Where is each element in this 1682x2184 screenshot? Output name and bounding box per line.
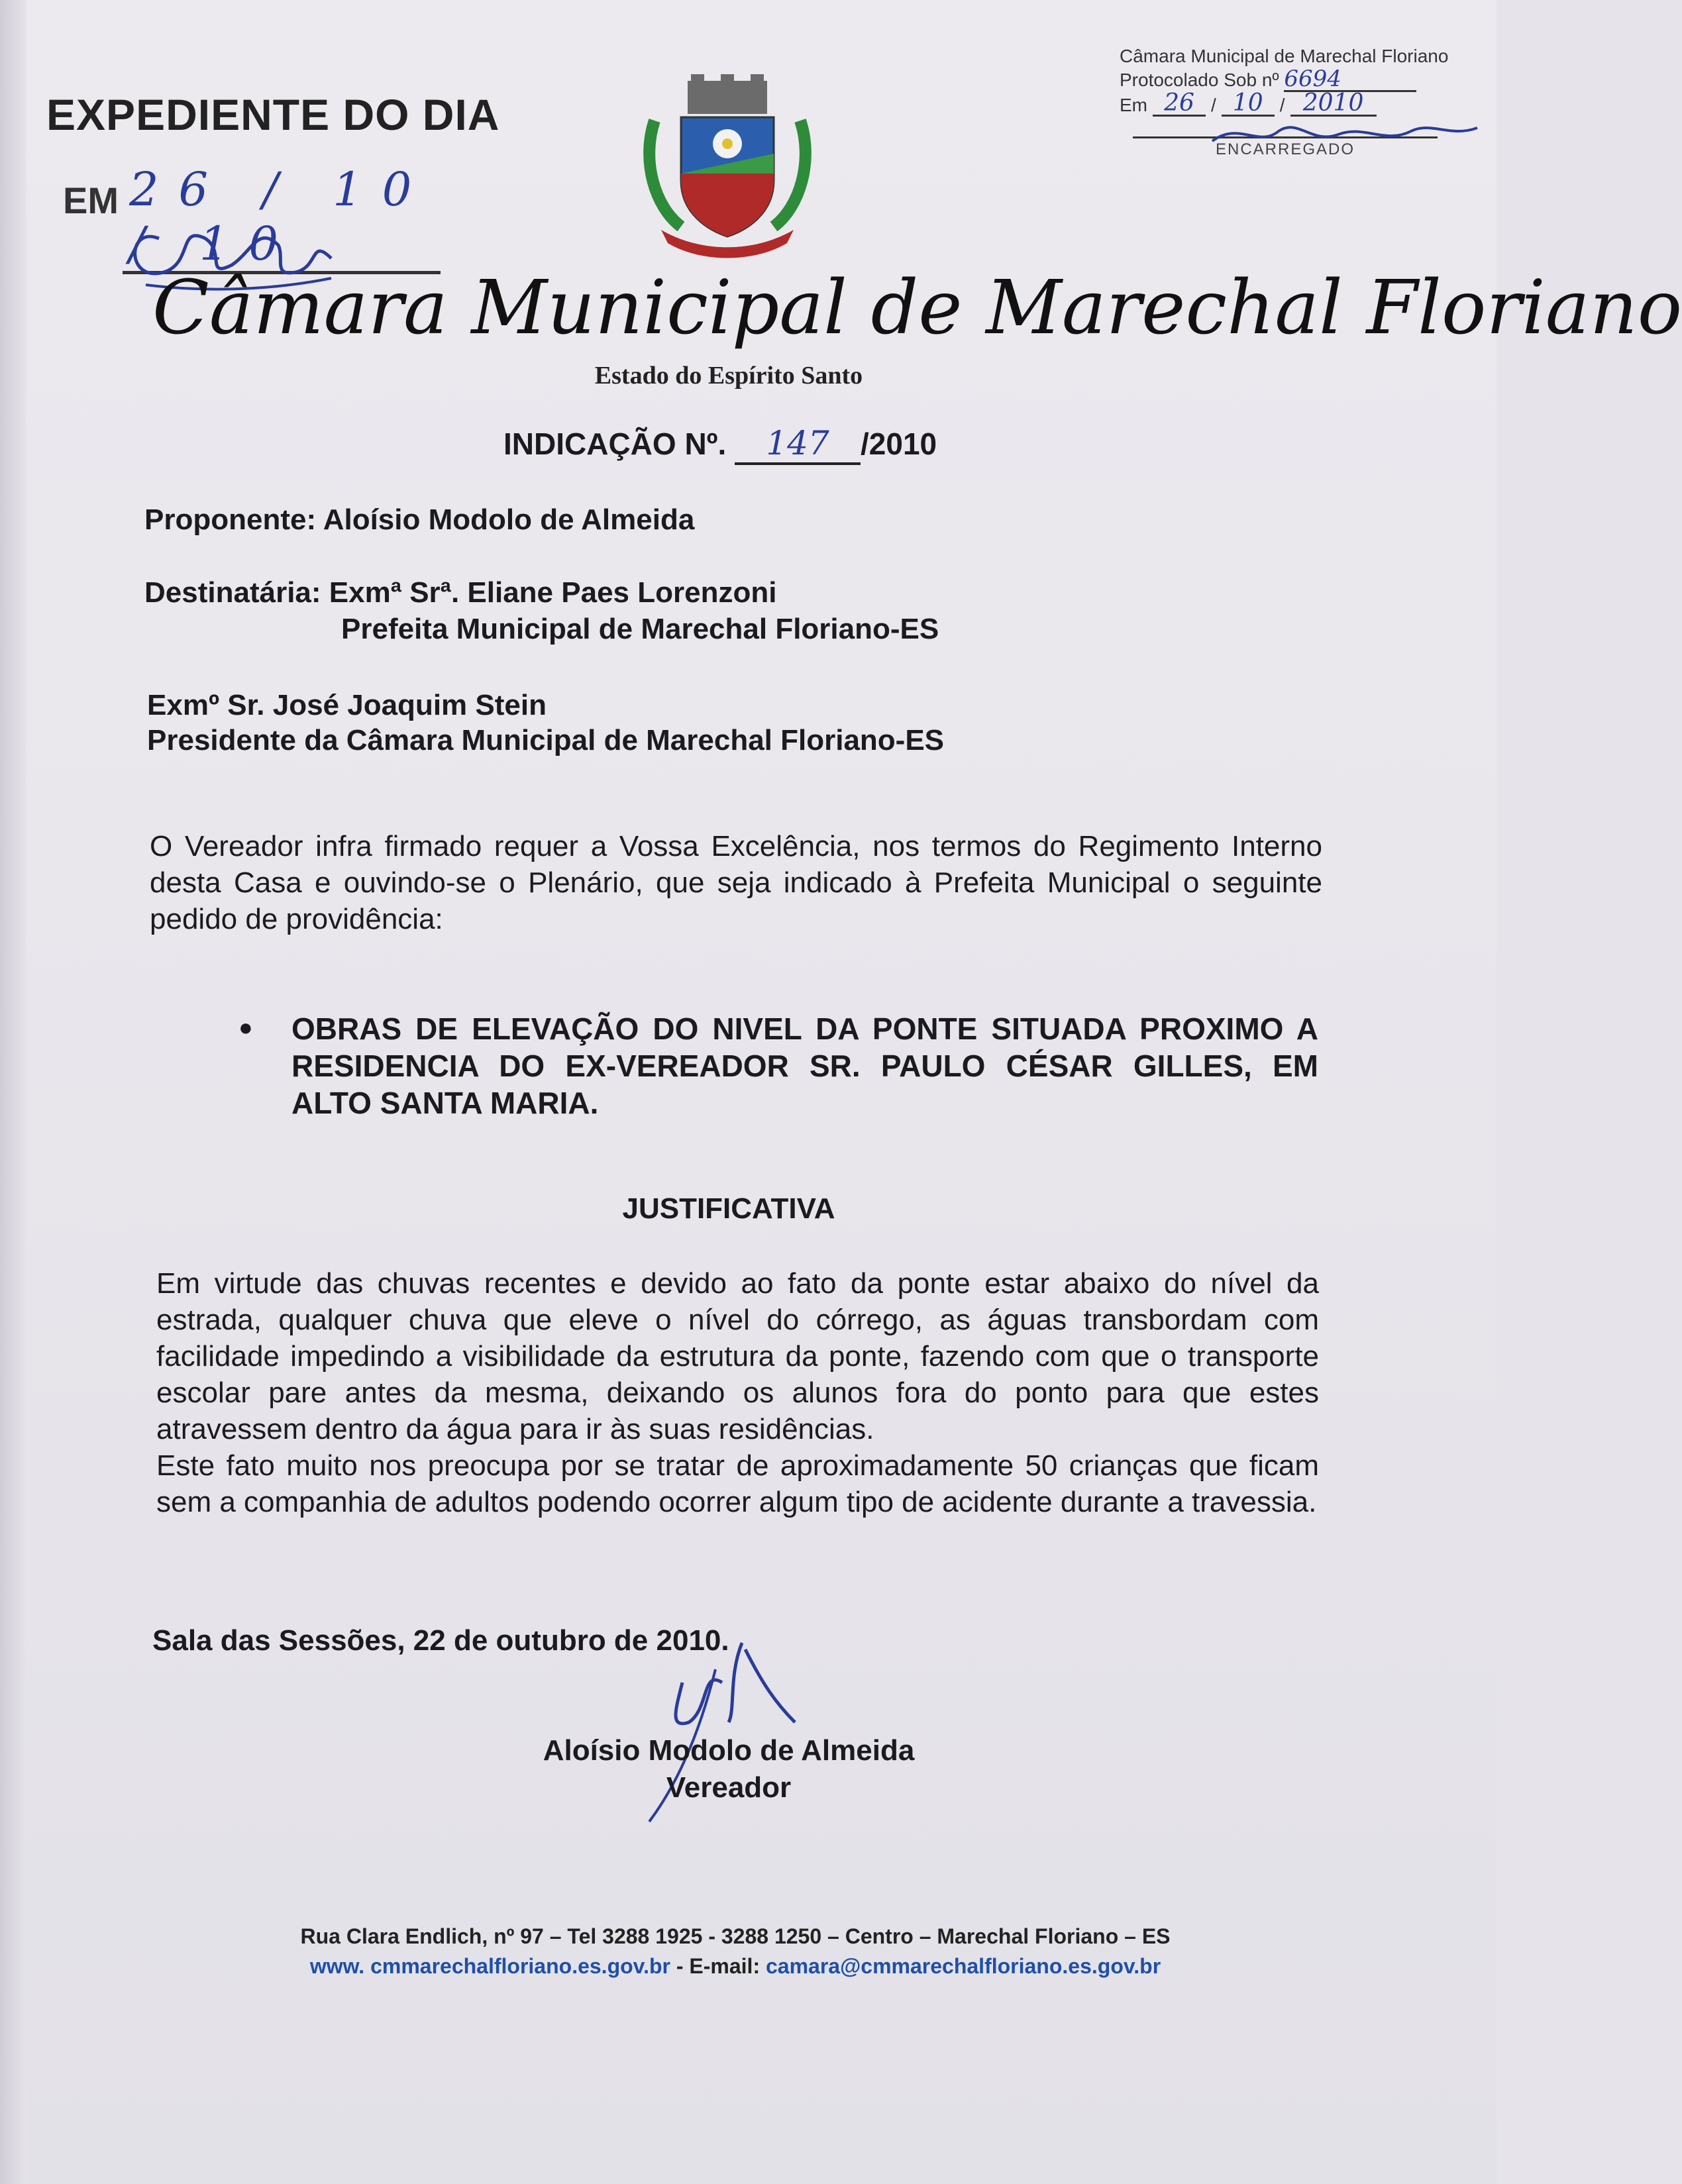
- signatory-name: Aloísio Modolo de Almeida: [543, 1734, 915, 1767]
- expediente-date-day: 26: [129, 162, 229, 217]
- presidente-line1: Exmº Sr. José Joaquim Stein: [147, 689, 547, 721]
- expediente-stamp-heading: EXPEDIENTE DO DIA: [46, 90, 500, 139]
- footer-address: Rua Clara Endlich, nº 97 – Tel 3288 1925 - 3288 1250 – Centro – Marechal Floriano – ES: [300, 1924, 1171, 1948]
- destinataria-line1: Destinatária: Exmª Srª. Eliane Paes Lorenzoni: [144, 576, 777, 609]
- justificativa-paragraph-1: Em virtude das chuvas recentes e devido ao fato da ponte estar abaixo do nível da estrada, qualquer chuva que eleve o nível do córrego, as águas transbordam com facilidade impedindo a visibilidade da estrutura da ponte, fazendo com que o transporte escolar pare antes da mesma, deixando os alunos fora do ponto para que estes atravessem dentro da água para ir às suas residências.: [156, 1267, 1319, 1445]
- destinataria-line2: Prefeita Municipal de Marechal Floriano-ES: [341, 613, 939, 645]
- signatory-block: [464, 1732, 994, 1806]
- protocol-date-row: Em 26 / 10 / 2010: [1120, 92, 1464, 117]
- protocol-stamp-number-row: [1120, 68, 1464, 92]
- closing-line: Sala das Sessões, 22 de outubro de 2010.: [152, 1624, 729, 1657]
- indicacao-heading: [503, 424, 937, 465]
- municipal-crest-icon: [641, 74, 814, 266]
- justificativa-heading: JUSTIFICATIVA: [622, 1192, 835, 1225]
- protocol-encarregado-label: ENCARREGADO: [1133, 136, 1438, 161]
- protocol-stamp: [1120, 45, 1464, 161]
- protocol-date-day: 26: [1153, 92, 1206, 117]
- presidente-line2: Presidente da Câmara Municipal de Marechal Floriano-ES: [147, 724, 945, 756]
- footer-contacts: [0, 1954, 1471, 1979]
- signatory-role: Vereador: [666, 1771, 792, 1804]
- indicacao-number: 147: [735, 424, 861, 465]
- request-item: OBRAS DE ELEVAÇÃO DO NIVEL DA PONTE SITUADA PROXIMO A RESIDENCIA DO EX-VEREADOR SR. PAULO CÉSAR GILLES, EM ALTO SANTA MARIA.: [291, 1012, 1318, 1120]
- protocol-em-label: Em: [1120, 95, 1147, 115]
- footer-email-link[interactable]: camara@cmmarechalfloriano.es.gov.br: [765, 1954, 1161, 1978]
- protocol-stamp-title: Câmara Municipal de Marechal Floriano: [1120, 46, 1449, 66]
- protocol-number: 6694: [1284, 68, 1416, 92]
- protocol-signature-icon: [1199, 118, 1504, 151]
- indicacao-prefix: INDICAÇÃO Nº.: [503, 427, 727, 461]
- expediente-date-year: 10: [199, 217, 298, 271]
- bullet-icon: ●: [238, 1014, 253, 1041]
- protocol-date-year: 2010: [1290, 92, 1377, 117]
- proponente-line: Proponente: Aloísio Modolo de Almeida: [144, 503, 695, 536]
- intro-paragraph: O Vereador infra firmado requer a Vossa Excelência, nos termos do Regimento Interno desta Casa e ouvindo-se o Plenário, que seja indicado à Prefeita Municipal o seguinte pedido de providência:: [150, 830, 1322, 935]
- footer-website-link[interactable]: www. cmmarechalfloriano.es.gov.br: [309, 1954, 670, 1978]
- indicacao-suffix: /2010: [861, 427, 937, 461]
- protocol-date-month: 10: [1222, 92, 1275, 117]
- page-title: Câmara Municipal de Marechal Floriano: [152, 265, 1682, 351]
- page-edge-shadow: [0, 0, 26, 2184]
- expediente-date-month: 10: [333, 162, 432, 217]
- expediente-stamp-em-label: EM: [63, 180, 119, 221]
- justificativa-paragraph-2: Este fato muito nos preocupa por se tratar de aproximadamente 50 crianças que ficam sem a companhia de adultos podendo ocorrer algum tipo de acidente durante a travessia.: [156, 1449, 1319, 1518]
- expediente-stamp-date: 26 / 10 / 10: [123, 162, 441, 274]
- protocol-label: Protocolado Sob nº: [1120, 70, 1279, 90]
- footer-email-label: - E-mail:: [670, 1954, 766, 1978]
- page-subtitle: Estado do Espírito Santo: [594, 362, 863, 390]
